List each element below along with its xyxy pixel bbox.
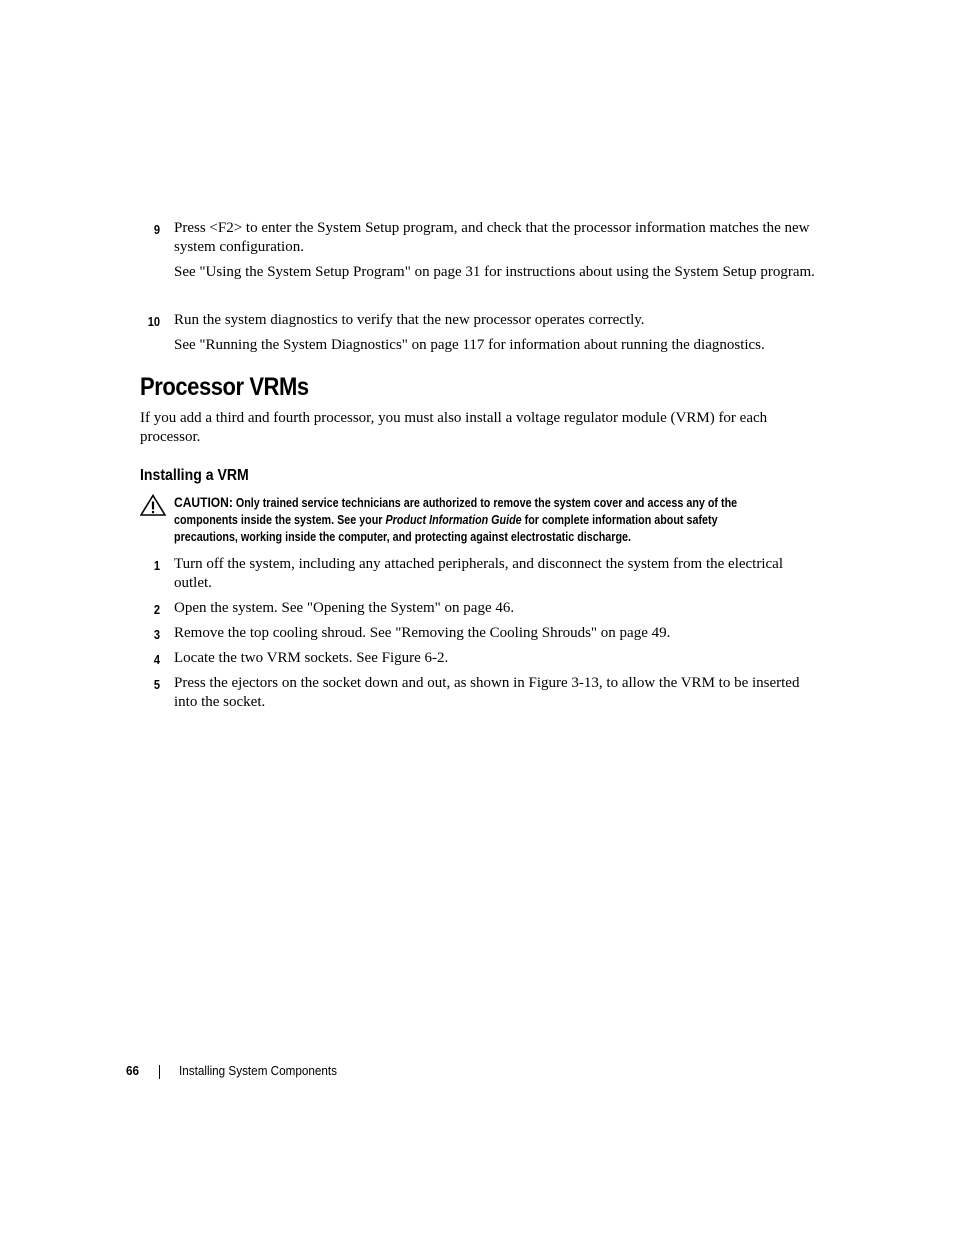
step-number: 3 — [153, 627, 160, 642]
caution-icon — [140, 494, 166, 516]
step-text: Turn off the system, including any attached peripherals, and disconnect the system from the electrical outlet. — [174, 556, 783, 591]
caution-body-end: for complete information about safety precautions, working inside the computer, and protecting against electrostatic discharge. — [174, 513, 718, 544]
step-9-note: See "Using the System Setup Program" on page 31 for instructions about using the System Setup program. — [174, 264, 815, 280]
step-text: Run the system diagnostics to verify that the new processor operates correctly. — [174, 312, 645, 328]
step-text: Open the system. See "Opening the System" on page 46. — [174, 600, 515, 616]
page-number: 66 — [126, 1063, 140, 1078]
step-text: Locate the two VRM sockets. See Figure 6-2. — [174, 650, 449, 666]
step-10-note: See "Running the System Diagnostics" on page 117 for information about running the diagnostics. — [174, 337, 765, 353]
step-number: 2 — [153, 602, 160, 617]
step-number: 9 — [153, 222, 160, 237]
footer-divider — [159, 1065, 160, 1079]
step-number: 4 — [153, 652, 160, 667]
step-text: Remove the top cooling shroud. See "Removing the Cooling Shrouds" on page 49. — [174, 625, 671, 641]
step-text: Press the ejectors on the socket down and out, as shown in Figure 3-13, to allow the VRM to be inserted into the socket. — [174, 675, 800, 710]
step-number: 5 — [153, 677, 160, 692]
caution-text — [174, 494, 767, 546]
section-title: Processor VRMs — [140, 373, 309, 401]
footer-section-name: Installing System Components — [179, 1063, 338, 1078]
step-number: 1 — [153, 558, 160, 573]
step-text: Press <F2> to enter the System Setup program, and check that the processor information matches the new system configuration. — [174, 220, 810, 255]
step-number: 10 — [147, 314, 160, 329]
caution-label: CAUTION: — [174, 494, 233, 510]
subsection-title: Installing a VRM — [140, 467, 249, 484]
section-intro: If you add a third and fourth processor, you must also install a voltage regulator module (VRM) for each processor. — [140, 410, 768, 445]
product-guide-title: Product Information Guide — [385, 513, 522, 527]
caution-body-start: Only trained service technicians are authorized to remove the system cover and access any of the components inside the system. See your — [174, 496, 738, 527]
